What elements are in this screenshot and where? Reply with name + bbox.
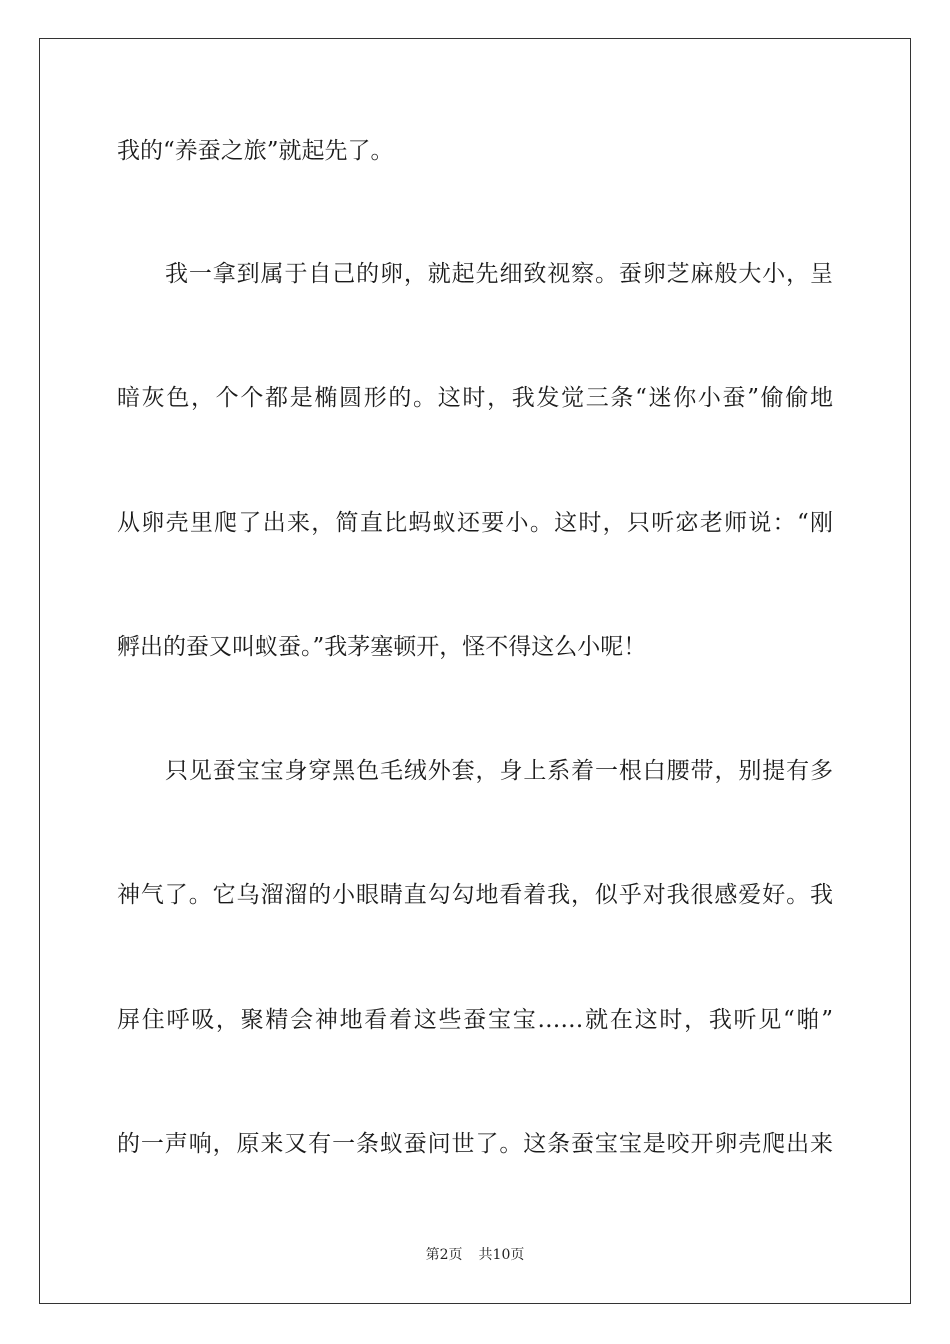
page-number: 第2页 xyxy=(425,1247,463,1263)
text-line: 我的“养蚕之旅”就起先了。 xyxy=(117,138,394,164)
text-line: 的一声响，原来又有一条蚁蚕问世了。这条蚕宝宝是咬开卵壳爬出来 xyxy=(117,1131,833,1157)
text-line: 从卵壳里爬了出来，简直比蚂蚁还要小。这时，只听宓老师说：“刚 xyxy=(117,510,833,536)
page-total: 共10页 xyxy=(478,1247,525,1263)
text-line: 神气了。它乌溜溜的小眼睛直勾勾地看着我，似乎对我很感爱好。我 xyxy=(117,882,833,908)
page-footer xyxy=(0,1246,950,1264)
text-line: 只见蚕宝宝身穿黑色毛绒外套，身上系着一根白腰带，别提有多 xyxy=(165,758,833,784)
text-line: 屏住呼吸，聚精会神地看着这些蚕宝宝……就在这时，我听见“啪” xyxy=(117,1007,833,1033)
page-border xyxy=(39,38,911,1304)
text-line: 孵出的蚕又叫蚁蚕。”我茅塞顿开，怪不得这么小呢！ xyxy=(117,634,647,660)
text-line: 我一拿到属于自己的卵，就起先细致视察。蚕卵芝麻般大小，呈 xyxy=(165,261,833,287)
text-line: 暗灰色，个个都是椭圆形的。这时，我发觉三条“迷你小蚕”偷偷地 xyxy=(117,385,833,411)
